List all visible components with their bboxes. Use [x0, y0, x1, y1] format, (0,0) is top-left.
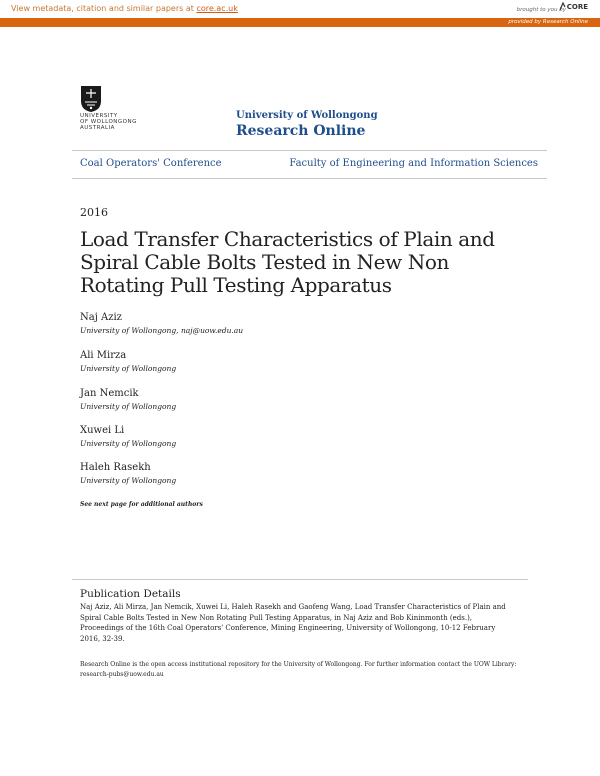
header-divider-top [72, 150, 547, 151]
author-name: Jan Nemcik [80, 388, 139, 399]
author-affiliation: University of Wollongong, naj@uow.edu.au [80, 326, 244, 335]
publication-year: 2016 [80, 206, 108, 219]
logo-line-2: OF WOLLONGONG [80, 119, 137, 125]
paper-title: Load Transfer Characteristics of Plain and Spiral Cable Bolts Tested in New Non Rotating Pull Testing Apparatus [80, 227, 495, 297]
author-affiliation: University of Wollongong [80, 476, 177, 485]
core-view-label: View metadata, citation and similar papers at [11, 4, 197, 13]
brought-to-you-label: brought to you by [516, 7, 566, 13]
core-ac-uk-link[interactable]: core.ac.uk [196, 4, 238, 13]
provided-by-label: provided by Research Online [508, 19, 588, 25]
logo-line-1: UNIVERSITY [80, 113, 118, 119]
author-name: Naj Aziz [80, 312, 122, 323]
see-next-page-note: See next page for additional authors [80, 501, 203, 508]
research-online-title[interactable]: Research Online [236, 123, 366, 139]
header-divider-bottom [72, 178, 547, 179]
core-logo-text: CORE [566, 3, 588, 11]
core-logo-icon [559, 2, 566, 11]
publication-details-heading: Publication Details [80, 588, 181, 600]
core-logo[interactable] [567, 3, 588, 11]
author-name: Haleh Rasekh [80, 462, 151, 473]
conference-link[interactable]: Coal Operators' Conference [80, 158, 222, 169]
publication-details-text: Naj Aziz, Ali Mirza, Jan Nemcik, Xuwei Li, Haleh Rasekh and Gaofeng Wang, Load Transfer Characteristics of Plain and Spiral Cable Bolts Tested in New Non Rotating Pull Testing Apparatus, in Naj Aziz and Bob Kininmonth (eds.), Proceedings of the 16th Coal Operators' Conference, Mining Engineering, University of Wollongong, 10-12 February 2016, 32-39. [80, 603, 506, 643]
author-affiliation: University of Wollongong [80, 364, 177, 373]
university-name[interactable]: University of Wollongong [236, 110, 378, 121]
core-view-text [11, 4, 238, 13]
publication-divider [72, 579, 528, 580]
author-name: Ali Mirza [80, 350, 127, 361]
author-affiliation: University of Wollongong [80, 439, 177, 448]
author-name: Xuwei Li [80, 425, 125, 436]
repository-footer: Research Online is the open access institutional repository for the University of Wollongong. For further information contact the UOW Library: research-pubs@uow.edu.au [80, 661, 517, 678]
logo-line-3: AUSTRALIA [80, 125, 115, 131]
faculty-link[interactable]: Faculty of Engineering and Information Sciences [289, 158, 538, 169]
core-banner [0, 0, 600, 19]
provided-bar [0, 18, 600, 27]
author-affiliation: University of Wollongong [80, 402, 177, 411]
uow-logo-wordmark [80, 113, 137, 131]
